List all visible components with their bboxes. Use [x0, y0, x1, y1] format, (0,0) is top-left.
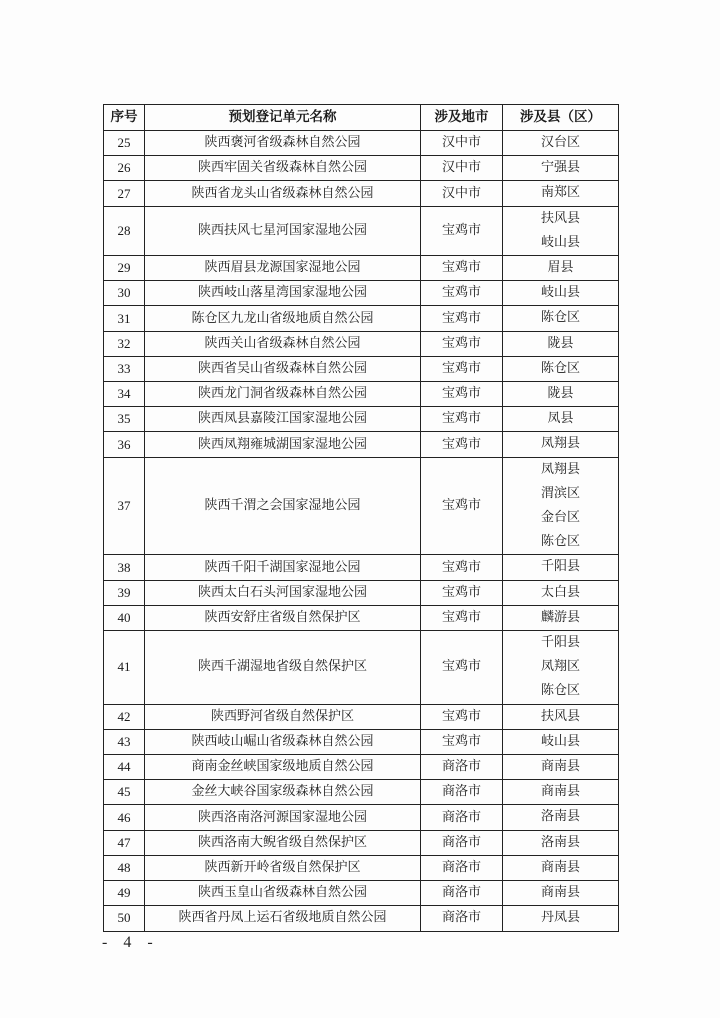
unit-name: 陕西省龙头山省级森林自然公园 [145, 181, 421, 206]
city: 宝鸡市 [421, 605, 503, 630]
county-cell [503, 331, 619, 356]
city: 汉中市 [421, 131, 503, 156]
unit-name: 陕西龙门洞省级森林自然公园 [145, 382, 421, 407]
unit-name: 陕西牢固关省级森林自然公园 [145, 156, 421, 181]
unit-name: 陕西岐山崛山省级森林自然公园 [145, 729, 421, 754]
header-name: 预划登记单元名称 [145, 105, 421, 131]
unit-name: 陕西褒河省级森林自然公园 [145, 131, 421, 156]
row-number: 46 [104, 805, 145, 830]
county: 岐山县 [540, 733, 580, 749]
row-number: 32 [104, 331, 145, 356]
county-cell [503, 432, 619, 457]
table-row [104, 729, 619, 754]
table-row [104, 605, 619, 630]
row-number: 47 [104, 830, 145, 855]
page-number: - 4 - [102, 934, 159, 951]
county: 眉县 [547, 260, 574, 276]
header-no: 序号 [104, 105, 145, 131]
row-number: 39 [104, 580, 145, 605]
city: 宝鸡市 [421, 457, 503, 555]
row-number: 42 [104, 704, 145, 729]
city: 宝鸡市 [421, 407, 503, 432]
table-row [104, 881, 619, 906]
county-cell [503, 457, 619, 555]
county: 岐山县 [540, 234, 580, 250]
table-row [104, 206, 619, 255]
county-cell [503, 281, 619, 306]
county: 陇县 [547, 335, 574, 351]
county-cell [503, 805, 619, 830]
table-row [104, 457, 619, 555]
county: 陈仓区 [540, 683, 580, 699]
unit-name: 陕西岐山落星湾国家湿地公园 [145, 281, 421, 306]
city: 商洛市 [421, 906, 503, 931]
row-number: 27 [104, 181, 145, 206]
county: 洛南县 [540, 834, 580, 850]
unit-name: 陕西洛南洛河源国家湿地公园 [145, 805, 421, 830]
city: 商洛市 [421, 881, 503, 906]
county: 凤县 [547, 411, 574, 427]
city: 汉中市 [421, 156, 503, 181]
county: 陈仓区 [540, 360, 580, 376]
row-number: 41 [104, 631, 145, 705]
county: 陇县 [547, 386, 574, 402]
table-row [104, 331, 619, 356]
county-cell [503, 306, 619, 331]
registration-unit-table [103, 104, 619, 932]
county: 金台区 [540, 510, 580, 526]
unit-name: 陕西凤县嘉陵江国家湿地公园 [145, 407, 421, 432]
city: 商洛市 [421, 805, 503, 830]
county: 凤翔县 [540, 461, 580, 477]
city: 宝鸡市 [421, 729, 503, 754]
header-city: 涉及地市 [421, 105, 503, 131]
county-cell [503, 631, 619, 705]
table-row [104, 181, 619, 206]
city: 宝鸡市 [421, 206, 503, 255]
table-row [104, 306, 619, 331]
city: 商洛市 [421, 780, 503, 805]
row-number: 50 [104, 906, 145, 931]
county-cell [503, 181, 619, 206]
county: 汉台区 [540, 135, 580, 150]
county: 陈仓区 [540, 534, 580, 550]
city: 宝鸡市 [421, 331, 503, 356]
table-row [104, 382, 619, 407]
city: 宝鸡市 [421, 356, 503, 381]
unit-name: 陕西千阳千湖国家湿地公园 [145, 555, 421, 580]
row-number: 49 [104, 881, 145, 906]
unit-name: 陕西太白石头河国家湿地公园 [145, 580, 421, 605]
row-number: 45 [104, 780, 145, 805]
city: 宝鸡市 [421, 382, 503, 407]
city: 宝鸡市 [421, 281, 503, 306]
county-cell [503, 780, 619, 805]
county-cell [503, 881, 619, 906]
unit-name: 商南金丝峡国家级地质自然公园 [145, 755, 421, 780]
row-number: 40 [104, 605, 145, 630]
row-number: 30 [104, 281, 145, 306]
table-row [104, 805, 619, 830]
county-cell [503, 755, 619, 780]
county-cell [503, 156, 619, 181]
county: 千阳县 [540, 559, 580, 575]
county-cell [503, 906, 619, 931]
row-number: 43 [104, 729, 145, 754]
city: 宝鸡市 [421, 704, 503, 729]
city: 商洛市 [421, 855, 503, 880]
row-number: 38 [104, 555, 145, 580]
city: 宝鸡市 [421, 256, 503, 281]
unit-name: 陕西野河省级自然保护区 [145, 704, 421, 729]
county-cell [503, 704, 619, 729]
county: 洛南县 [540, 809, 580, 825]
county-cell [503, 555, 619, 580]
county: 陈仓区 [540, 310, 580, 326]
county-cell [503, 206, 619, 255]
table-row [104, 131, 619, 156]
county: 丹凤县 [540, 910, 580, 926]
header-county: 涉及县（区） [503, 105, 619, 131]
city: 宝鸡市 [421, 555, 503, 580]
unit-name: 陕西洛南大鲵省级自然保护区 [145, 830, 421, 855]
county: 凤翔区 [540, 659, 580, 675]
county: 商南县 [540, 784, 580, 800]
table-row [104, 631, 619, 705]
county-cell [503, 356, 619, 381]
row-number: 29 [104, 256, 145, 281]
table-row [104, 432, 619, 457]
unit-name: 陕西新开岭省级自然保护区 [145, 855, 421, 880]
county: 南郑区 [540, 185, 580, 201]
county-cell [503, 605, 619, 630]
table-row [104, 407, 619, 432]
county: 商南县 [540, 759, 580, 775]
county: 渭滨区 [540, 485, 580, 501]
unit-name: 陈仓区九龙山省级地质自然公园 [145, 306, 421, 331]
city: 宝鸡市 [421, 306, 503, 331]
table-row [104, 156, 619, 181]
table-body [104, 131, 619, 932]
table-row [104, 704, 619, 729]
unit-name: 陕西安舒庄省级自然保护区 [145, 605, 421, 630]
city: 汉中市 [421, 181, 503, 206]
county: 商南县 [540, 885, 580, 901]
county: 凤翔县 [540, 436, 580, 452]
table-row [104, 356, 619, 381]
table-row [104, 755, 619, 780]
county: 宁强县 [540, 160, 580, 176]
table-row [104, 906, 619, 931]
city: 宝鸡市 [421, 631, 503, 705]
county-cell [503, 580, 619, 605]
city: 商洛市 [421, 830, 503, 855]
unit-name: 金丝大峡谷国家级森林自然公园 [145, 780, 421, 805]
row-number: 35 [104, 407, 145, 432]
city: 宝鸡市 [421, 432, 503, 457]
unit-name: 陕西凤翔雍城湖国家湿地公园 [145, 432, 421, 457]
county-cell [503, 256, 619, 281]
table-row [104, 855, 619, 880]
row-number: 34 [104, 382, 145, 407]
county-cell [503, 131, 619, 156]
unit-name: 陕西省吴山省级森林自然公园 [145, 356, 421, 381]
city: 商洛市 [421, 755, 503, 780]
unit-name: 陕西省丹凤上运石省级地质自然公园 [145, 906, 421, 931]
county: 太白县 [540, 584, 580, 600]
unit-name: 陕西扶风七星河国家湿地公园 [145, 206, 421, 255]
row-number: 33 [104, 356, 145, 381]
unit-name: 陕西眉县龙源国家湿地公园 [145, 256, 421, 281]
row-number: 48 [104, 855, 145, 880]
county-cell [503, 830, 619, 855]
table-header-row [104, 105, 619, 131]
county: 扶风县 [540, 210, 580, 226]
table-row [104, 256, 619, 281]
county-cell [503, 407, 619, 432]
row-number: 44 [104, 755, 145, 780]
row-number: 31 [104, 306, 145, 331]
county-cell [503, 729, 619, 754]
county: 商南县 [540, 859, 580, 875]
table-row [104, 555, 619, 580]
table-row [104, 830, 619, 855]
row-number: 26 [104, 156, 145, 181]
row-number: 25 [104, 131, 145, 156]
county: 千阳县 [540, 635, 580, 651]
county: 麟游县 [540, 609, 580, 625]
table-row [104, 281, 619, 306]
row-number: 36 [104, 432, 145, 457]
unit-name: 陕西玉皇山省级森林自然公园 [145, 881, 421, 906]
row-number: 37 [104, 457, 145, 555]
county: 扶风县 [540, 708, 580, 724]
table-row [104, 780, 619, 805]
county-cell [503, 855, 619, 880]
unit-name: 陕西千湖湿地省级自然保护区 [145, 631, 421, 705]
row-number: 28 [104, 206, 145, 255]
city: 宝鸡市 [421, 580, 503, 605]
table-row [104, 580, 619, 605]
county: 岐山县 [540, 285, 580, 301]
unit-name: 陕西关山省级森林自然公园 [145, 331, 421, 356]
county-cell [503, 382, 619, 407]
unit-name: 陕西千渭之会国家湿地公园 [145, 457, 421, 555]
